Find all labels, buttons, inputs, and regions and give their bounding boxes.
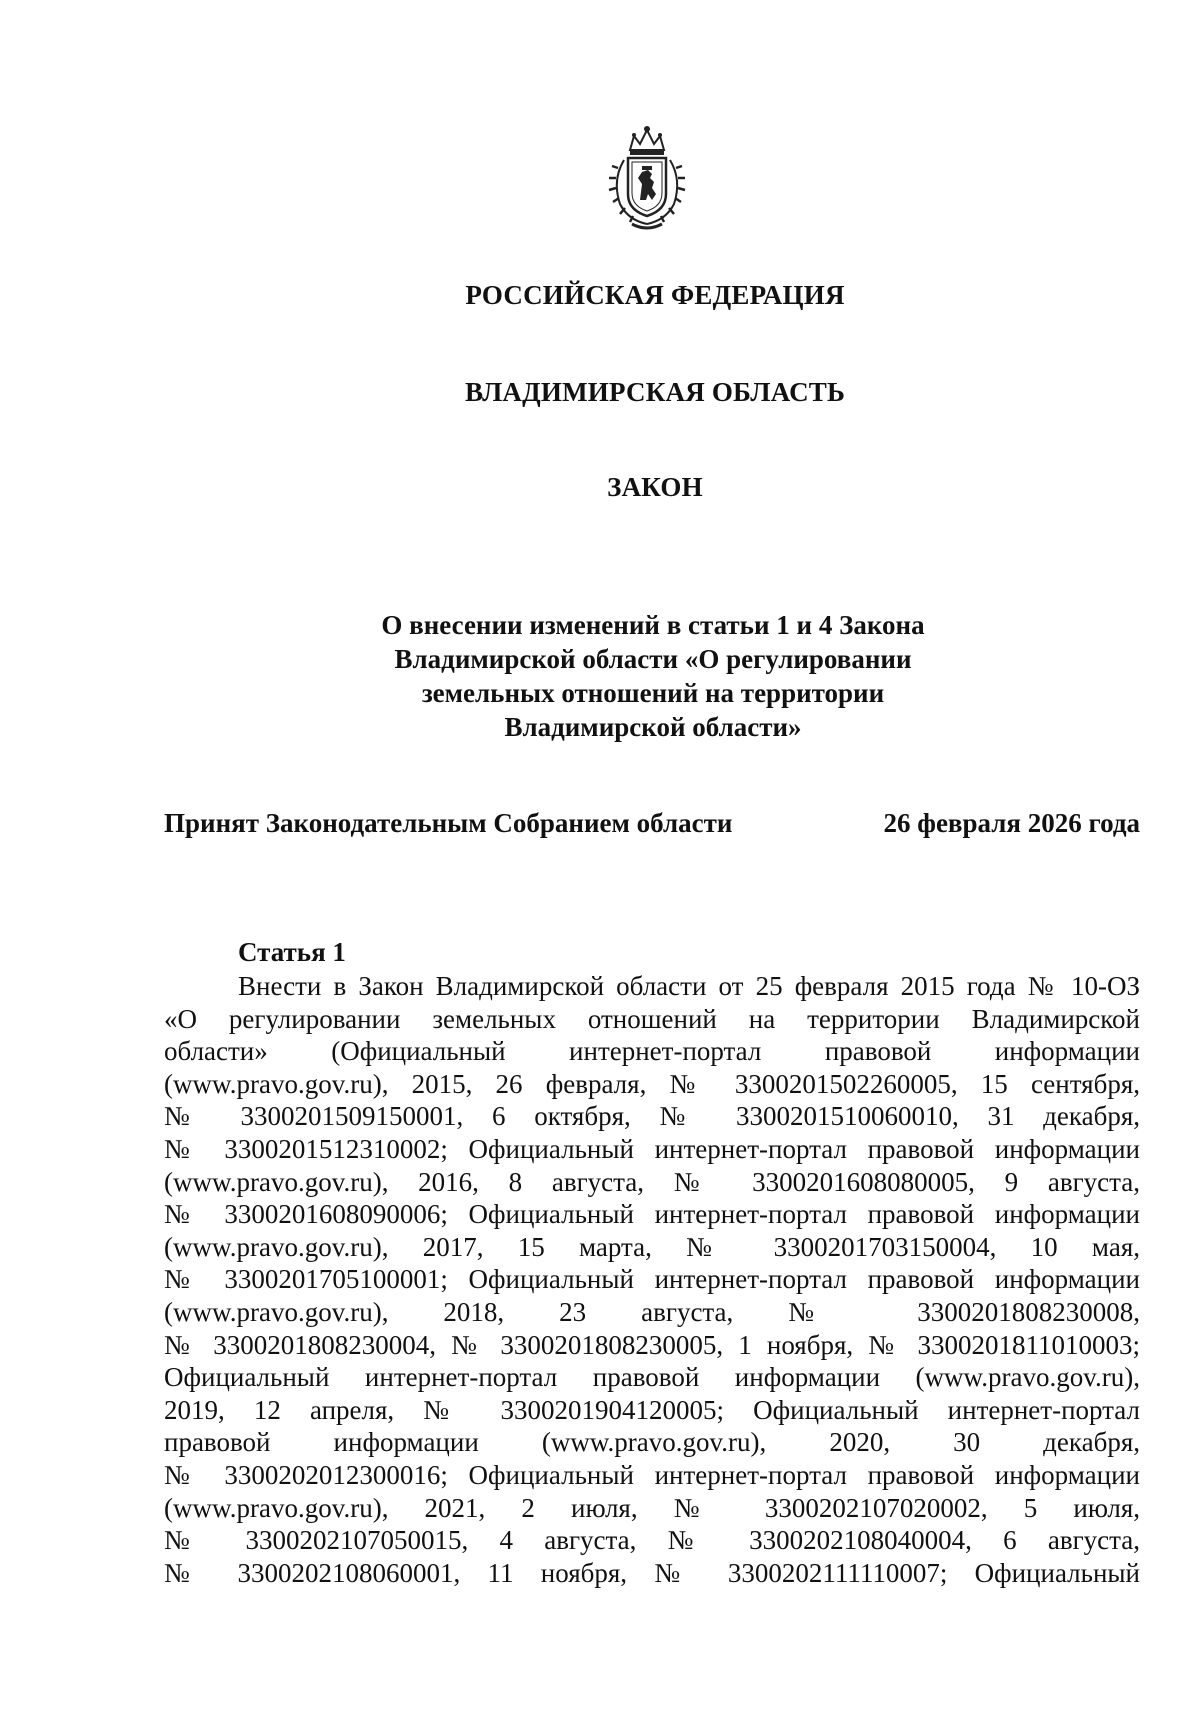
country-heading: РОССИЙСКАЯ ФЕДЕРАЦИЯ bbox=[465, 280, 845, 310]
article-text-line: (www.pravo.gov.ru), 2016, 8 августа, № 3300201608080005, 9 августа, bbox=[164, 1166, 1140, 1197]
coat-of-arms-emblem bbox=[602, 124, 692, 234]
coat-of-arms-icon bbox=[602, 124, 692, 234]
article-text-line: № 3300202107050015, 4 августа, № 3300202108040004, 6 августа, bbox=[164, 1525, 1140, 1556]
adoption-line bbox=[164, 808, 1140, 844]
law-title-line: земельных отношений на территории bbox=[421, 678, 885, 708]
article-text-line: № 3300202012300016; Официальный интернет-портал правовой информации bbox=[164, 1459, 1140, 1490]
article-text-line: № 3300201705100001; Официальный интернет-портал правовой информации bbox=[164, 1264, 1140, 1295]
adoption-date: 26 февраля 2026 года bbox=[883, 808, 1140, 838]
article-text-line: 2019, 12 апреля, № 3300201904120005; Официальный интернет-портал bbox=[164, 1394, 1140, 1425]
article-text-line: № 3300202108060001, 11 ноября, № 3300202111110007; Официальный bbox=[164, 1557, 1140, 1588]
article-body bbox=[164, 970, 1140, 1589]
law-title bbox=[340, 608, 966, 744]
document-type-heading: ЗАКОН bbox=[607, 472, 703, 502]
article-text-line: № 3300201808230004, № 3300201808230005, 1 ноября, № 3300201811010003; bbox=[164, 1329, 1140, 1360]
law-title-line: О внесении изменений в статьи 1 и 4 Закона bbox=[381, 610, 925, 640]
article-text-line: области» (Официальный интернет-портал правовой информации bbox=[164, 1036, 1140, 1067]
article-text-line: № 3300201509150001, 6 октября, № 3300201510060010, 31 декабря, bbox=[164, 1101, 1140, 1132]
adopting-body: Принят Законодательным Собранием области bbox=[164, 808, 733, 838]
law-title-line: Владимирской области «О регулировании bbox=[394, 644, 912, 674]
article-text-line: правовой информации (www.pravo.gov.ru), 2020, 30 декабря, bbox=[164, 1427, 1140, 1458]
article-text-line: (www.pravo.gov.ru), 2021, 2 июля, № 3300202107020002, 5 июля, bbox=[164, 1492, 1140, 1523]
article-text-line: «О регулировании земельных отношений на территории Владимирской bbox=[164, 1003, 1140, 1034]
article-text-line: Официальный интернет-портал правовой информации (www.pravo.gov.ru), bbox=[164, 1362, 1140, 1393]
article-heading: Статья 1 bbox=[238, 937, 346, 967]
article-text-line: № 3300201608090006; Официальный интернет-портал правовой информации bbox=[164, 1199, 1140, 1230]
article-text-line: (www.pravo.gov.ru), 2018, 23 августа, № 3300201808230008, bbox=[164, 1296, 1140, 1327]
region-heading: ВЛАДИМИРСКАЯ ОБЛАСТЬ bbox=[464, 377, 846, 407]
article-text-line: (www.pravo.gov.ru), 2017, 15 марта, № 3300201703150004, 10 мая, bbox=[164, 1231, 1140, 1262]
article-text-line: № 3300201512310002; Официальный интернет-портал правовой информации bbox=[164, 1133, 1140, 1164]
article-text-line: Внести в Закон Владимирской области от 25 февраля 2015 года № 10-ОЗ bbox=[238, 971, 1140, 1001]
law-title-line: Владимирской области» bbox=[504, 712, 802, 742]
article-text-line: (www.pravo.gov.ru), 2015, 26 февраля, № 3300201502260005, 15 сентября, bbox=[164, 1068, 1140, 1099]
